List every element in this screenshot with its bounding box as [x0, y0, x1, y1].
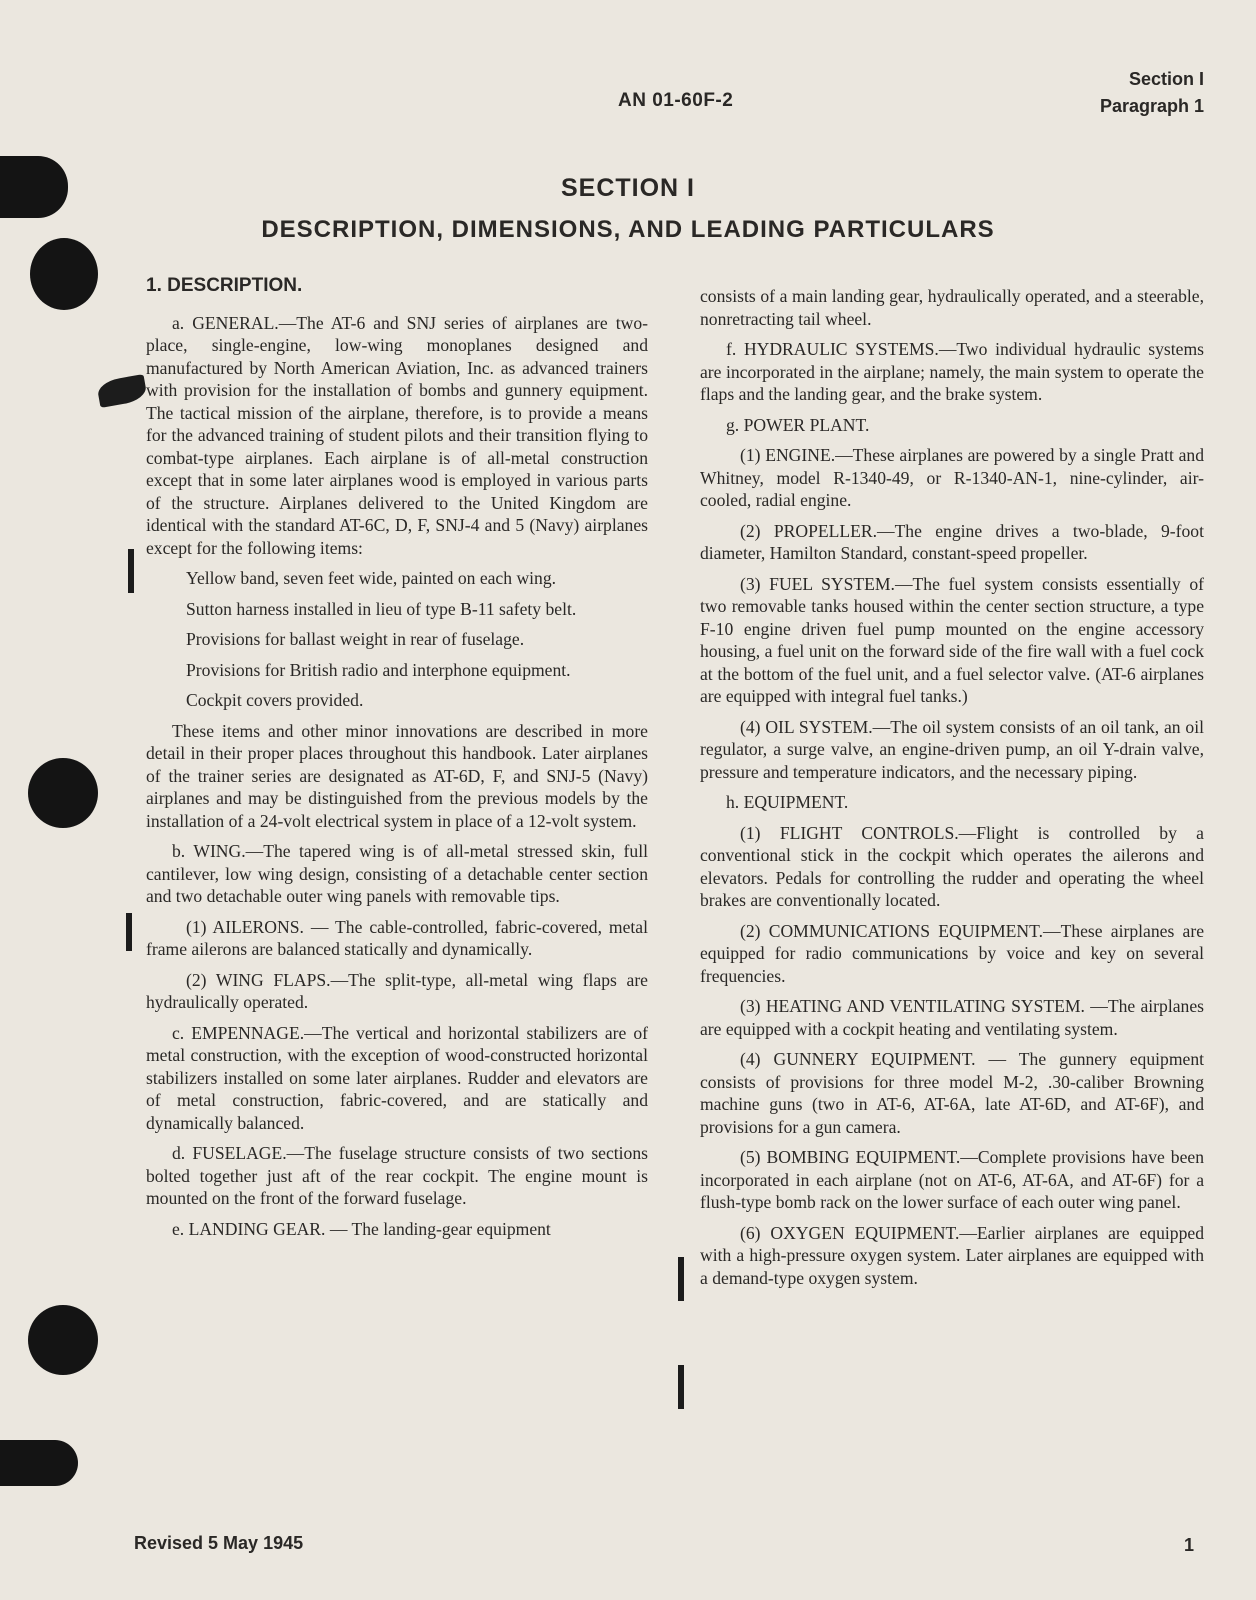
section-title: SECTION I — [560, 174, 695, 202]
binder-hole-4 — [28, 1305, 98, 1375]
section-subtitle: DESCRIPTION, DIMENSIONS, AND LEADING PARTICULARS — [261, 216, 995, 243]
paragraph-fuselage: d. FUSELAGE.—The fuselage structure consists of two sections bolted together just aft of the rear cockpit. The engine mount is mounted on the front of the forward fuselage. — [146, 1143, 648, 1208]
page-number: 1 — [1184, 1535, 1195, 1555]
binder-hole-5 — [0, 1440, 78, 1486]
revision-date: Revised 5 May 1945 — [134, 1533, 304, 1553]
section-reference — [1100, 66, 1204, 120]
paragraph-oil-system: (4) OIL SYSTEM.—The oil system consists of an oil tank, an oil regulator, a surge valve, an engine-driven pump, an oil Y-drain valve, pressure and temperature indicators, and the necessary piping. — [700, 716, 1204, 782]
list-item: Provisions for ballast weight in rear of fuselage. — [186, 629, 525, 649]
edge-tear-mark — [96, 374, 148, 408]
paragraph-empennage: c. EMPENNAGE.—The vertical and horizontal stabilizers are of metal construction, with the exception of wood-constructed horizontal stabilizers installed on some later airplanes. Rudder and elevators are of metal construction, fabric-covered, and are statically and dynamically balanced. — [146, 1022, 648, 1133]
paragraph-power-plant: g. POWER PLANT. — [726, 414, 870, 435]
paragraph-heading: 1. DESCRIPTION. — [146, 275, 303, 296]
change-bar — [678, 1257, 684, 1301]
change-bar — [126, 913, 132, 951]
section-label: Section I — [1128, 69, 1204, 89]
document-number: AN 01-60F-2 — [618, 90, 734, 111]
paragraph-communications: (2) COMMUNICATIONS EQUIPMENT.—These airplanes are equipped for radio communications by voice and key on several frequencies. — [700, 920, 1204, 986]
list-item: Sutton harness installed in lieu of type B-11 safety belt. — [186, 598, 577, 619]
paragraph-label: Paragraph 1 — [1099, 96, 1204, 116]
left-column — [146, 275, 648, 1248]
list-item: Provisions for British radio and interphone equipment. — [186, 659, 571, 680]
paragraph-fuel-system: (3) FUEL SYSTEM.—The fuel system consists essentially of two removable tanks housed within the center section structure, a type F-10 engine driven fuel pump mounted on the engine accessory housing, a fuel unit on the forward side of the fire wall with a fuel cock at the bottom of the fuel unit, and a fuel selector valve. (AT-6 airplanes are equipped with integral fuel tanks.) — [700, 573, 1204, 706]
paragraph-general: a. GENERAL.—The AT-6 and SNJ series of airplanes are two-place, single-engine, low-wing monoplanes designed and manufactured by North American Aviation, Inc. as advanced trainers with provision for the installation of bombs and gunnery equipment. The tactical mission of the airplane, therefore, is to provide a means for the advanced training of student pilots and their transition flying to combat-type airplanes. Each airplane is of all-metal construction except that in some later airplanes wood is employed in various parts of the structure. Airplanes delivered to the United Kingdom are identical with the standard AT-6C, D, F, SNJ-4 and 5 (Navy) airplanes except for the following items: — [146, 312, 648, 558]
paragraph-propeller: (2) PROPELLER.—The engine drives a two-blade, 9-foot diameter, Hamilton Standard, constant-speed propeller. — [700, 520, 1204, 563]
paragraph-engine: (1) ENGINE.—These airplanes are powered by a single Pratt and Whitney, model R-1340-49, or R-1340-AN-1, nine-cylinder, air-cooled, radial engine. — [700, 445, 1204, 510]
paragraph-bombing: (5) BOMBING EQUIPMENT.—Complete provisions have been incorporated in each airplane (not on AT-6, AT-6A, and AT-6F) for a flush-type bomb rack on the lower surface of each outer wing panel. — [700, 1147, 1204, 1212]
paragraph-hydraulic: f. HYDRAULIC SYSTEMS.—Two individual hydraulic systems are incorporated in the airplane; namely, the main system to operate the flaps and the landing gear, and the brake system. — [700, 339, 1204, 404]
paragraph-landing-gear-continued: consists of a main landing gear, hydraulically operated, and a steerable, nonretracting tail wheel. — [700, 286, 1204, 329]
change-bar — [128, 549, 134, 593]
paragraph-ailerons: (1) AILERONS. — The cable-controlled, fabric-covered, metal frame ailerons are balanced statically and dynamically. — [146, 916, 648, 959]
paragraph-gunnery: (4) GUNNERY EQUIPMENT. — The gunnery equipment consists of provisions for three model M-2, .30-caliber Browning machine guns (two in AT-6, AT-6A, late AT-6D, and AT-6F), and provisions for a gun camera. — [700, 1049, 1204, 1137]
binder-hole-2 — [30, 238, 98, 310]
change-bar — [678, 1365, 684, 1409]
paragraph-wing-flaps: (2) WING FLAPS.—The split-type, all-metal wing flaps are hydraulically operated. — [146, 969, 648, 1012]
paragraph-oxygen: (6) OXYGEN EQUIPMENT.—Earlier airplanes are equipped with a high-pressure oxygen system. Later airplanes are equipped with a demand-type oxygen system. — [700, 1222, 1204, 1288]
right-column — [700, 285, 1204, 1297]
binder-hole-3 — [28, 758, 98, 828]
list-item: Cockpit covers provided. — [186, 690, 364, 710]
paragraph-wing: b. WING.—The tapered wing is of all-metal stressed skin, full cantilever, low wing design, consisting of a detachable center section and two detachable outer wing panels with removable tips. — [146, 841, 648, 906]
list-item: Yellow band, seven feet wide, painted on each wing. — [186, 568, 557, 588]
paragraph-landing-gear: e. LANDING GEAR. — The landing-gear equipment — [172, 1218, 551, 1239]
paragraph-items-note: These items and other minor innovations are described in more detail in their proper places throughout this handbook. Later airplanes of the trainer series are designated as AT-6D, F, and SNJ-5 (Navy) airplanes and may be distinguished from the previous models by the installation of a 24-volt electrical system in place of a 12-volt system. — [146, 720, 648, 831]
paragraph-flight-controls: (1) FLIGHT CONTROLS.—Flight is controlled by a conventional stick in the cockpit which operates the ailerons and elevators. Pedals for controlling the rudder and operating the wheel brakes are conventionally located. — [700, 822, 1204, 910]
paragraph-equipment: h. EQUIPMENT. — [726, 792, 849, 812]
paragraph-heating: (3) HEATING AND VENTILATING SYSTEM. —The airplanes are equipped with a cockpit heating and ventilating system. — [700, 996, 1204, 1039]
